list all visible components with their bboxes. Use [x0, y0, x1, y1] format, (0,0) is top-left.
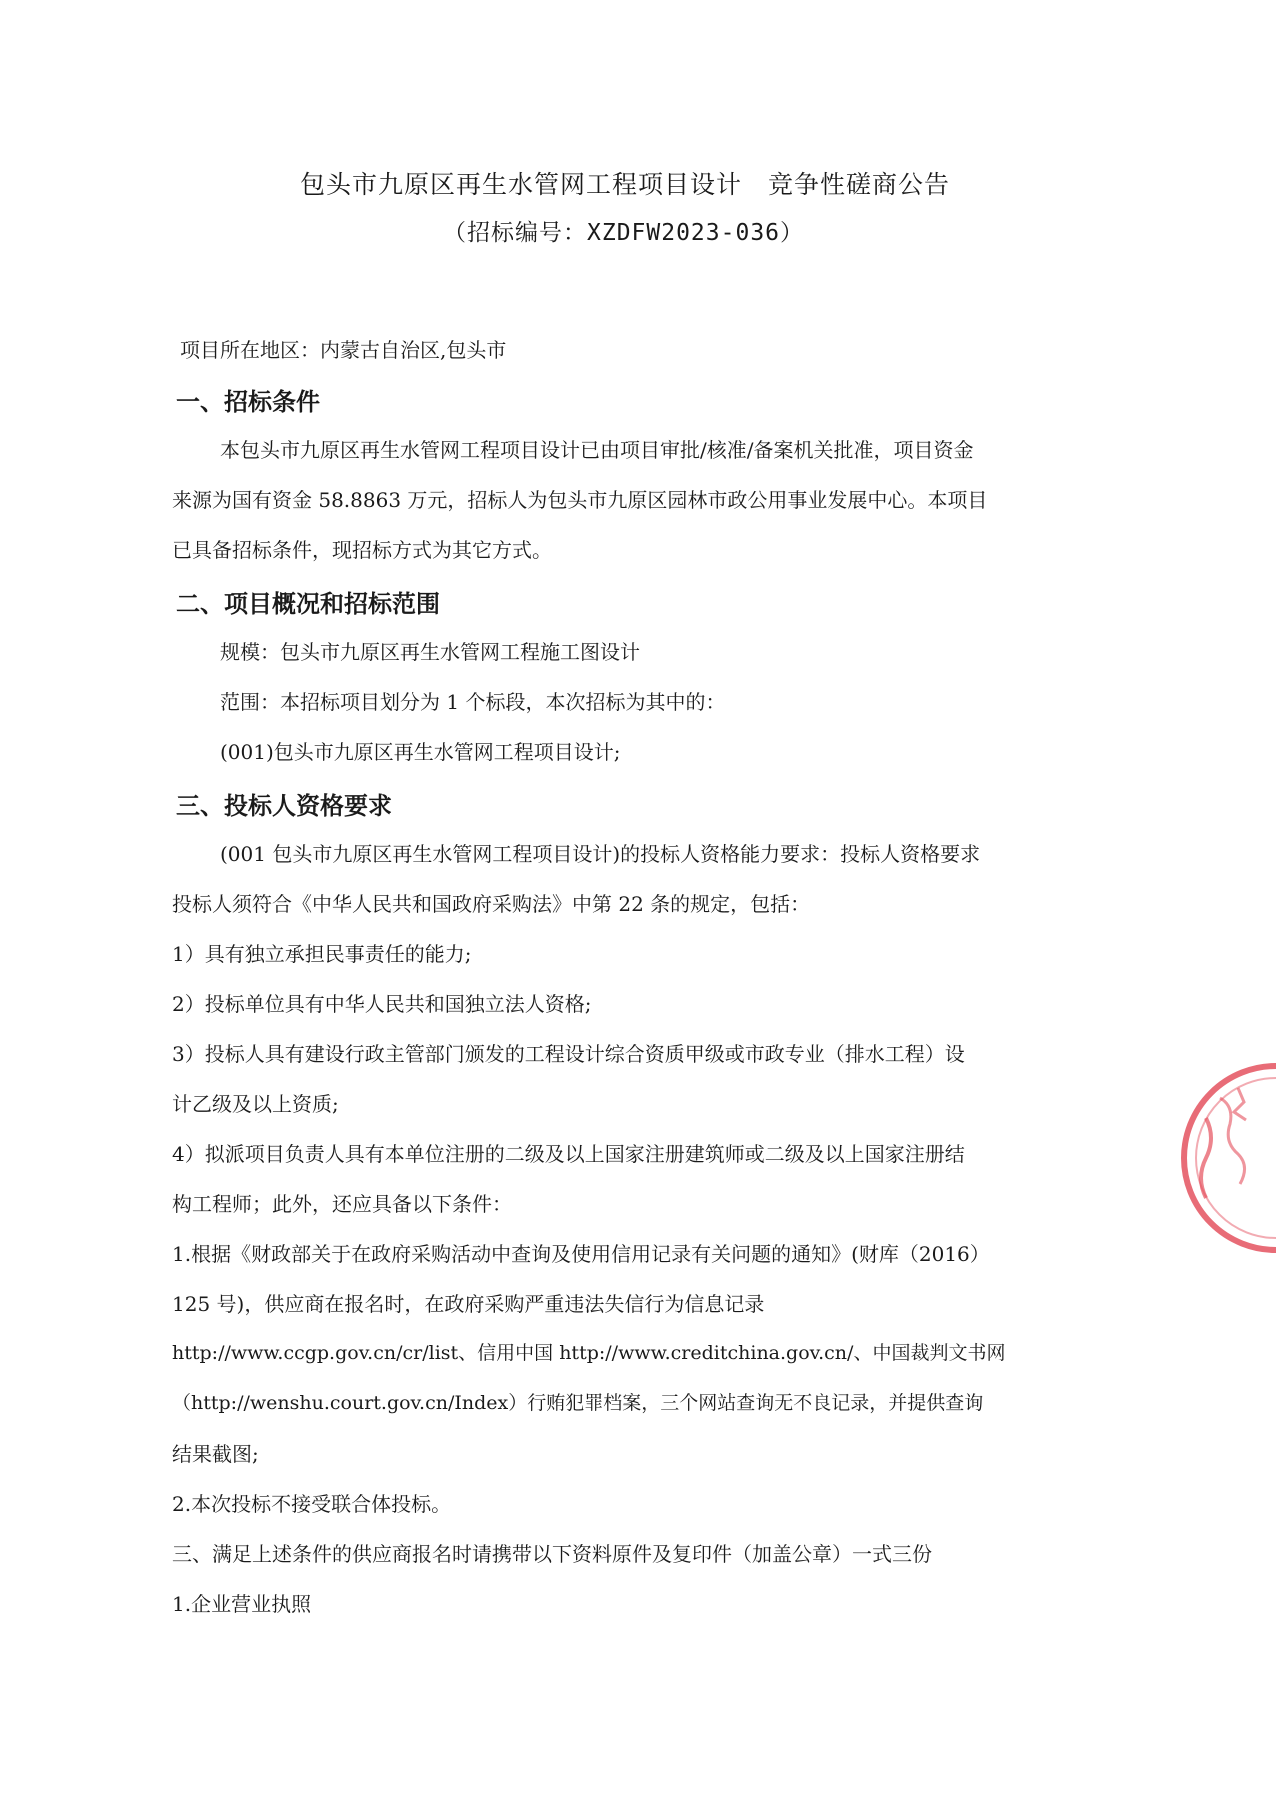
qualification-item: 1）具有独立承担民事责任的能力; [172, 942, 472, 966]
paragraph-line: 本包头市九原区再生水管网工程项目设计已由项目审批/核准/备案机关批准，项目资金 [220, 438, 974, 462]
paragraph-line: 投标人须符合《中华人民共和国政府采购法》中第 22 条的规定，包括： [172, 892, 811, 916]
condition-item: （http://wenshu.court.gov.cn/Index）行贿犯罪档案，三个网站查询无不良记录，并提供查询 [172, 1392, 984, 1414]
condition-item: 2.本次投标不接受联合体投标。 [172, 1492, 452, 1516]
condition-item: 结果截图; [172, 1442, 259, 1466]
materials-item: 1.企业营业执照 [172, 1592, 312, 1616]
lot-item: (001)包头市九原区再生水管网工程项目设计; [220, 740, 621, 764]
condition-item: 1.根据《财政部关于在政府采购活动中查询及使用信用记录有关问题的通知》(财库（2016） [172, 1242, 990, 1266]
qualification-item: 3）投标人具有建设行政主管部门颁发的工程设计综合资质甲级或市政专业（排水工程）设 [172, 1042, 965, 1066]
qualification-item: 4）拟派项目负责人具有本单位注册的二级及以上国家注册建筑师或二级及以上国家注册结 [172, 1142, 965, 1166]
project-region: 项目所在地区：内蒙古自治区,包头市 [180, 338, 507, 362]
materials-heading: 三、满足上述条件的供应商报名时请携带以下资料原件及复印件（加盖公章）一式三份 [172, 1542, 932, 1566]
project-scale: 规模：包头市九原区再生水管网工程施工图设计 [220, 640, 640, 664]
section-heading-overview: 二、项目概况和招标范围 [176, 589, 440, 618]
official-seal-icon [1158, 1058, 1276, 1258]
section-heading-qualifications: 三、投标人资格要求 [176, 791, 392, 820]
qualification-item: 构工程师；此外，还应具备以下条件： [172, 1192, 512, 1216]
condition-item: http://www.ccgp.gov.cn/cr/list、信用中国 http://www.creditchina.gov.cn/、中国裁判文书网 [172, 1342, 1006, 1364]
paragraph-line: 已具备招标条件，现招标方式为其它方式。 [172, 538, 552, 562]
section-heading-conditions: 一、招标条件 [176, 387, 320, 416]
tender-number: （招标编号：XZDFW2023-036） [443, 220, 805, 246]
paragraph-line: 来源为国有资金 58.8863 万元，招标人为包头市九原区园林市政公用事业发展中心。本项目 [172, 488, 988, 512]
condition-item: 125 号)，供应商在报名时，在政府采购严重违法失信行为信息记录 [172, 1292, 765, 1316]
project-scope: 范围：本招标项目划分为 1 个标段，本次招标为其中的： [220, 690, 726, 714]
qualification-item: 2）投标单位具有中华人民共和国独立法人资格; [172, 992, 592, 1016]
paragraph-line: (001 包头市九原区再生水管网工程项目设计)的投标人资格能力要求：投标人资格要求 [220, 842, 981, 866]
document-title: 包头市九原区再生水管网工程项目设计 竞争性磋商公告 [300, 170, 951, 199]
qualification-item: 计乙级及以上资质; [172, 1092, 339, 1116]
